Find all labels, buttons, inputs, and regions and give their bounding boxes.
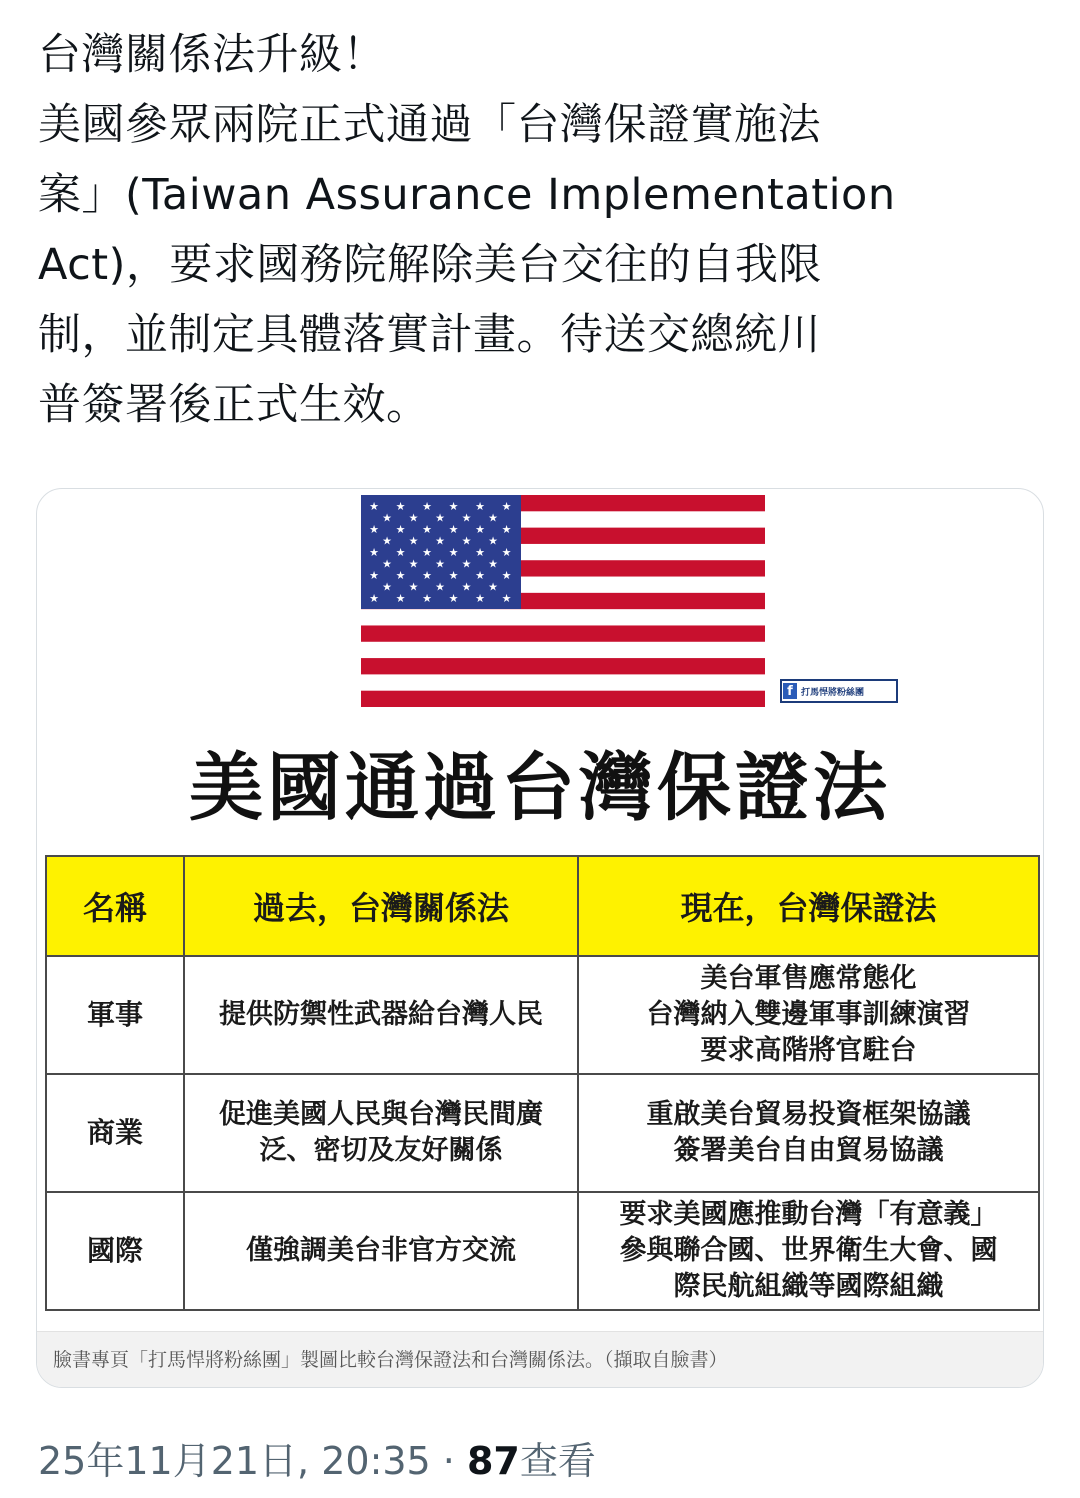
cell-line: 促進美國人民與台灣民間廣 xyxy=(219,1099,543,1130)
tweet-text-line: 案」(Taiwan Assurance Implementation xyxy=(38,170,896,220)
table-row xyxy=(46,1192,1039,1310)
cell-line: 參與聯合國、世界衛生大會、國 xyxy=(619,1235,998,1266)
svg-text:★: ★ xyxy=(501,500,512,513)
table-cell-past xyxy=(184,956,578,1074)
svg-text:★: ★ xyxy=(448,569,459,582)
svg-text:★: ★ xyxy=(435,511,445,525)
svg-text:★: ★ xyxy=(382,534,392,548)
tweet-media-image[interactable] xyxy=(36,488,1044,1388)
svg-text:★: ★ xyxy=(395,500,406,513)
svg-text:★: ★ xyxy=(435,580,445,594)
svg-text:★: ★ xyxy=(448,500,459,513)
cell-line: 美台軍售應常態化 xyxy=(700,963,917,994)
table-header-cell: 現在，台灣保證法 xyxy=(578,856,1039,956)
svg-text:★: ★ xyxy=(435,534,445,548)
svg-text:★: ★ xyxy=(475,500,485,513)
svg-text:★: ★ xyxy=(461,534,472,548)
table-header-cell: 過去，台灣關係法 xyxy=(184,856,578,956)
svg-text:★: ★ xyxy=(448,592,459,605)
svg-text:★: ★ xyxy=(475,569,485,582)
cell-line: 重啟美台貿易投資框架協議 xyxy=(646,1099,971,1130)
svg-text:★: ★ xyxy=(422,523,432,536)
svg-text:★: ★ xyxy=(395,569,406,582)
svg-text:★: ★ xyxy=(408,534,419,548)
svg-text:★: ★ xyxy=(488,511,498,525)
table-header-cell: 名稱 xyxy=(46,856,184,956)
fan-page-badge xyxy=(780,679,898,703)
svg-text:★: ★ xyxy=(422,546,432,559)
svg-text:★: ★ xyxy=(369,546,379,559)
table-cell-past xyxy=(184,1192,578,1310)
svg-text:★: ★ xyxy=(422,592,432,605)
cell-line: 台灣納入雙邊軍事訓練演習 xyxy=(646,999,971,1030)
image-caption: 臉書專頁「打馬悍將粉絲團」製圖比較台灣保證法和台灣關係法。（擷取自臉書） xyxy=(37,1331,1043,1387)
svg-text:★: ★ xyxy=(448,523,459,536)
table-header-row xyxy=(46,856,1039,956)
views-count: 87 xyxy=(466,1439,520,1483)
timestamp[interactable]: 25年11月21日, 20:35 · xyxy=(38,1439,467,1483)
views-label: 查看 xyxy=(519,1439,596,1483)
cell-line: 泛、密切及友好關係 xyxy=(259,1135,503,1166)
svg-text:★: ★ xyxy=(461,580,472,594)
svg-text:★: ★ xyxy=(461,511,472,525)
svg-text:★: ★ xyxy=(488,580,498,594)
table-cell-category: 商業 xyxy=(46,1074,184,1192)
svg-text:★: ★ xyxy=(408,511,419,525)
svg-text:★: ★ xyxy=(475,523,485,536)
tweet-text-line: 美國參眾兩院正式通過「台灣保證實施法 xyxy=(38,100,821,150)
svg-text:★: ★ xyxy=(369,523,379,536)
tweet-meta xyxy=(38,1430,596,1485)
svg-text:★: ★ xyxy=(448,546,459,559)
cell-line: 簽署美台自由貿易協議 xyxy=(673,1135,944,1166)
image-title: 美國通過台灣保證法 xyxy=(189,745,891,831)
table-cell-now xyxy=(578,1192,1039,1310)
svg-text:★: ★ xyxy=(369,500,379,513)
svg-text:★: ★ xyxy=(408,580,419,594)
svg-text:★: ★ xyxy=(501,523,512,536)
comparison-table xyxy=(45,855,1040,1311)
cell-line: 要求高階將官駐台 xyxy=(700,1035,917,1066)
svg-text:★: ★ xyxy=(382,511,392,525)
svg-text:★: ★ xyxy=(422,569,432,582)
table-cell-now xyxy=(578,956,1039,1074)
svg-text:★: ★ xyxy=(395,592,406,605)
svg-text:★: ★ xyxy=(382,580,392,594)
table-row xyxy=(46,1074,1039,1192)
svg-text:★: ★ xyxy=(501,569,512,582)
svg-text:★: ★ xyxy=(422,500,432,513)
cell-line: 際民航組織等國際組織 xyxy=(673,1271,944,1302)
svg-text:★: ★ xyxy=(488,534,498,548)
svg-text:★: ★ xyxy=(382,557,392,571)
svg-text:★: ★ xyxy=(488,557,498,571)
svg-text:★: ★ xyxy=(475,546,485,559)
svg-text:★: ★ xyxy=(475,592,485,605)
svg-text:★: ★ xyxy=(369,569,379,582)
table-cell-category: 國際 xyxy=(46,1192,184,1310)
tweet-text-line: 台灣關係法升級！ xyxy=(38,30,386,80)
svg-text:★: ★ xyxy=(408,557,419,571)
cell-line: 提供防禦性武器給台灣人民 xyxy=(219,999,543,1030)
facebook-icon: f xyxy=(783,683,797,699)
tweet-text-line: 普簽署後正式生效。 xyxy=(38,380,430,430)
svg-text:★: ★ xyxy=(369,592,379,605)
svg-text:★: ★ xyxy=(395,523,406,536)
table-cell-past xyxy=(184,1074,578,1192)
fan-page-badge-text: 打馬悍將粉絲團 xyxy=(801,687,865,698)
tweet-text-line: Act)，要求國務院解除美台交往的自我限 xyxy=(38,240,822,290)
cell-line: 要求美國應推動台灣「有意義」 xyxy=(619,1199,998,1230)
tweet-text xyxy=(38,20,1048,440)
table-row xyxy=(46,956,1039,1074)
svg-text:★: ★ xyxy=(501,546,512,559)
table-cell-now xyxy=(578,1074,1039,1192)
svg-text:★: ★ xyxy=(435,557,445,571)
us-flag-icon xyxy=(361,495,765,707)
cell-line: 僅強調美台非官方交流 xyxy=(246,1235,516,1266)
svg-text:★: ★ xyxy=(501,592,512,605)
tweet-text-line: 制，並制定具體落實計畫。待送交總統川 xyxy=(38,310,821,360)
svg-text:★: ★ xyxy=(461,557,472,571)
table-cell-category: 軍事 xyxy=(46,956,184,1074)
svg-text:★: ★ xyxy=(395,546,406,559)
